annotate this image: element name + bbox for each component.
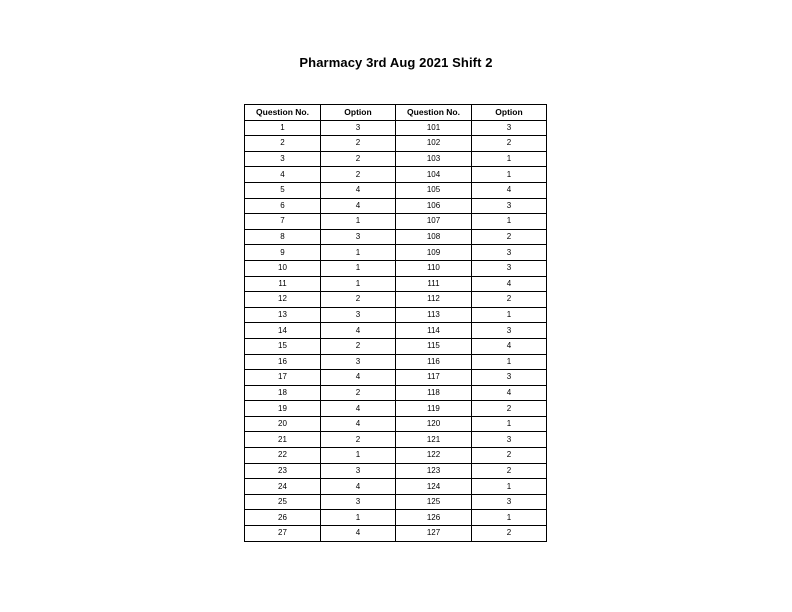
option-cell: 2 bbox=[321, 292, 396, 308]
option-cell: 4 bbox=[321, 416, 396, 432]
question-no-cell: 13 bbox=[245, 307, 321, 323]
option-cell: 3 bbox=[472, 198, 547, 214]
question-no-cell: 114 bbox=[396, 323, 472, 339]
table-header-row bbox=[245, 105, 547, 121]
table-row bbox=[245, 494, 547, 510]
question-no-cell: 117 bbox=[396, 370, 472, 386]
option-cell: 1 bbox=[472, 416, 547, 432]
question-no-cell: 17 bbox=[245, 370, 321, 386]
option-cell: 2 bbox=[321, 151, 396, 167]
question-no-cell: 106 bbox=[396, 198, 472, 214]
question-no-cell: 118 bbox=[396, 385, 472, 401]
question-no-cell: 25 bbox=[245, 494, 321, 510]
option-cell: 4 bbox=[321, 323, 396, 339]
table-row bbox=[245, 151, 547, 167]
option-cell: 1 bbox=[472, 479, 547, 495]
option-cell: 2 bbox=[472, 136, 547, 152]
table-row bbox=[245, 260, 547, 276]
question-no-cell: 101 bbox=[396, 120, 472, 136]
question-no-cell: 120 bbox=[396, 416, 472, 432]
question-no-cell: 19 bbox=[245, 401, 321, 417]
option-cell: 3 bbox=[321, 120, 396, 136]
table-row bbox=[245, 463, 547, 479]
option-cell: 1 bbox=[472, 354, 547, 370]
option-cell: 4 bbox=[321, 182, 396, 198]
option-cell: 2 bbox=[472, 526, 547, 542]
option-cell: 4 bbox=[472, 338, 547, 354]
option-cell: 3 bbox=[321, 354, 396, 370]
option-cell: 1 bbox=[472, 151, 547, 167]
option-cell: 1 bbox=[472, 510, 547, 526]
question-no-cell: 113 bbox=[396, 307, 472, 323]
question-no-cell: 108 bbox=[396, 229, 472, 245]
header-option-left: Option bbox=[321, 105, 396, 121]
question-no-cell: 122 bbox=[396, 448, 472, 464]
option-cell: 2 bbox=[321, 167, 396, 183]
option-cell: 2 bbox=[472, 401, 547, 417]
option-cell: 1 bbox=[472, 167, 547, 183]
option-cell: 3 bbox=[472, 245, 547, 261]
question-no-cell: 105 bbox=[396, 182, 472, 198]
question-no-cell: 9 bbox=[245, 245, 321, 261]
table-row bbox=[245, 167, 547, 183]
question-no-cell: 110 bbox=[396, 260, 472, 276]
table-row bbox=[245, 276, 547, 292]
header-question-no-right: Question No. bbox=[396, 105, 472, 121]
question-no-cell: 107 bbox=[396, 214, 472, 230]
question-no-cell: 22 bbox=[245, 448, 321, 464]
question-no-cell: 102 bbox=[396, 136, 472, 152]
option-cell: 2 bbox=[321, 136, 396, 152]
question-no-cell: 26 bbox=[245, 510, 321, 526]
option-cell: 4 bbox=[472, 182, 547, 198]
question-no-cell: 11 bbox=[245, 276, 321, 292]
option-cell: 3 bbox=[321, 463, 396, 479]
table-row bbox=[245, 385, 547, 401]
question-no-cell: 125 bbox=[396, 494, 472, 510]
table-row bbox=[245, 307, 547, 323]
table-body bbox=[245, 120, 547, 541]
table-row bbox=[245, 479, 547, 495]
option-cell: 2 bbox=[321, 385, 396, 401]
question-no-cell: 121 bbox=[396, 432, 472, 448]
question-no-cell: 6 bbox=[245, 198, 321, 214]
table-row bbox=[245, 198, 547, 214]
option-cell: 1 bbox=[321, 448, 396, 464]
option-cell: 1 bbox=[321, 510, 396, 526]
question-no-cell: 4 bbox=[245, 167, 321, 183]
option-cell: 1 bbox=[321, 276, 396, 292]
option-cell: 3 bbox=[321, 307, 396, 323]
question-no-cell: 21 bbox=[245, 432, 321, 448]
question-no-cell: 27 bbox=[245, 526, 321, 542]
option-cell: 4 bbox=[472, 276, 547, 292]
table-row bbox=[245, 120, 547, 136]
table-row bbox=[245, 323, 547, 339]
option-cell: 4 bbox=[321, 198, 396, 214]
question-no-cell: 24 bbox=[245, 479, 321, 495]
table-row bbox=[245, 229, 547, 245]
question-no-cell: 116 bbox=[396, 354, 472, 370]
question-no-cell: 16 bbox=[245, 354, 321, 370]
table-row bbox=[245, 338, 547, 354]
question-no-cell: 10 bbox=[245, 260, 321, 276]
header-question-no-left: Question No. bbox=[245, 105, 321, 121]
table-row bbox=[245, 136, 547, 152]
option-cell: 2 bbox=[472, 292, 547, 308]
option-cell: 3 bbox=[472, 323, 547, 339]
question-no-cell: 115 bbox=[396, 338, 472, 354]
option-cell: 3 bbox=[472, 260, 547, 276]
header-option-right: Option bbox=[472, 105, 547, 121]
question-no-cell: 112 bbox=[396, 292, 472, 308]
table-row bbox=[245, 370, 547, 386]
question-no-cell: 18 bbox=[245, 385, 321, 401]
option-cell: 1 bbox=[321, 260, 396, 276]
option-cell: 1 bbox=[472, 307, 547, 323]
question-no-cell: 111 bbox=[396, 276, 472, 292]
option-cell: 4 bbox=[321, 526, 396, 542]
option-cell: 2 bbox=[472, 463, 547, 479]
option-cell: 3 bbox=[321, 229, 396, 245]
option-cell: 1 bbox=[321, 245, 396, 261]
table-row bbox=[245, 245, 547, 261]
table-row bbox=[245, 401, 547, 417]
question-no-cell: 123 bbox=[396, 463, 472, 479]
question-no-cell: 127 bbox=[396, 526, 472, 542]
table-row bbox=[245, 432, 547, 448]
table-row bbox=[245, 510, 547, 526]
question-no-cell: 3 bbox=[245, 151, 321, 167]
option-cell: 4 bbox=[472, 385, 547, 401]
table-row bbox=[245, 416, 547, 432]
table-row bbox=[245, 214, 547, 230]
table-row bbox=[245, 182, 547, 198]
question-no-cell: 119 bbox=[396, 401, 472, 417]
question-no-cell: 109 bbox=[396, 245, 472, 261]
option-cell: 4 bbox=[321, 370, 396, 386]
option-cell: 4 bbox=[321, 479, 396, 495]
option-cell: 1 bbox=[321, 214, 396, 230]
question-no-cell: 14 bbox=[245, 323, 321, 339]
page-title: Pharmacy 3rd Aug 2021 Shift 2 bbox=[299, 55, 493, 70]
question-no-cell: 23 bbox=[245, 463, 321, 479]
option-cell: 2 bbox=[472, 229, 547, 245]
question-no-cell: 126 bbox=[396, 510, 472, 526]
table-row bbox=[245, 292, 547, 308]
table-row bbox=[245, 354, 547, 370]
option-cell: 2 bbox=[321, 432, 396, 448]
question-no-cell: 1 bbox=[245, 120, 321, 136]
question-no-cell: 20 bbox=[245, 416, 321, 432]
option-cell: 3 bbox=[472, 120, 547, 136]
table-row bbox=[245, 448, 547, 464]
question-no-cell: 103 bbox=[396, 151, 472, 167]
option-cell: 3 bbox=[472, 370, 547, 386]
question-no-cell: 124 bbox=[396, 479, 472, 495]
answer-key-table bbox=[244, 104, 547, 542]
option-cell: 2 bbox=[472, 448, 547, 464]
option-cell: 3 bbox=[321, 494, 396, 510]
option-cell: 1 bbox=[472, 214, 547, 230]
question-no-cell: 104 bbox=[396, 167, 472, 183]
table-row bbox=[245, 526, 547, 542]
question-no-cell: 8 bbox=[245, 229, 321, 245]
option-cell: 4 bbox=[321, 401, 396, 417]
question-no-cell: 12 bbox=[245, 292, 321, 308]
question-no-cell: 7 bbox=[245, 214, 321, 230]
question-no-cell: 5 bbox=[245, 182, 321, 198]
option-cell: 2 bbox=[321, 338, 396, 354]
question-no-cell: 2 bbox=[245, 136, 321, 152]
question-no-cell: 15 bbox=[245, 338, 321, 354]
option-cell: 3 bbox=[472, 494, 547, 510]
option-cell: 3 bbox=[472, 432, 547, 448]
